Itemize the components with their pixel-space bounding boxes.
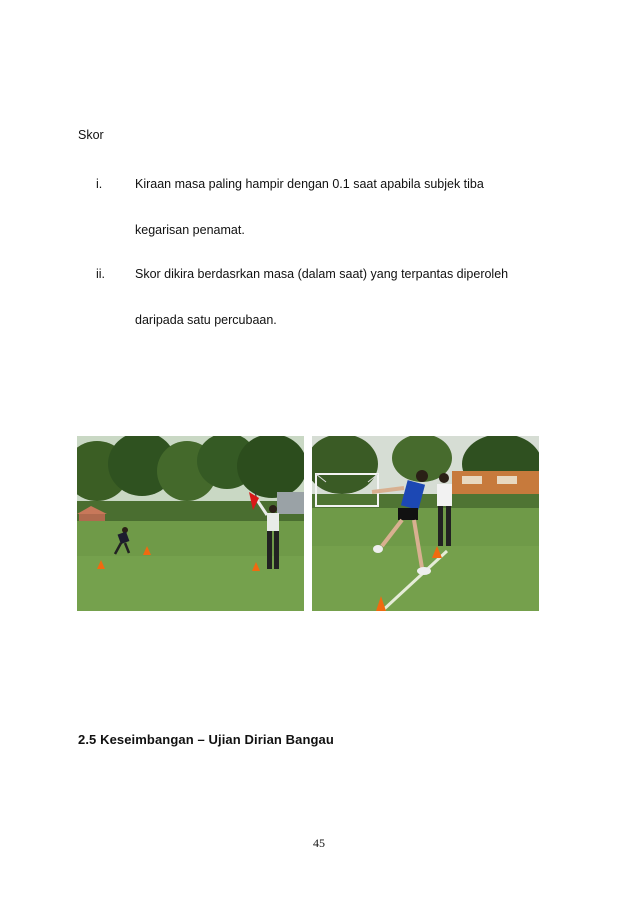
score-item-2-line2: daripada satu percubaan. [135,313,277,327]
section-heading: 2.5 Keseimbangan – Ujian Dirian Bangau [78,732,334,747]
score-item-1-line2: kegarisan penamat. [135,223,245,237]
photo-runner-sprint [312,436,539,611]
score-item-2-line1: Skor dikira berdasrkan masa (dalam saat) yang terpantas diperoleh [135,267,509,281]
score-item-1-number: i. [96,177,103,191]
score-item-2-number: ii. [96,267,106,281]
page-number: 45 [313,836,325,850]
score-section-label: Skor [78,128,104,142]
photo-field-start [77,436,304,611]
score-item-1-line1: Kiraan masa paling hampir dengan 0.1 saat apabila subjek tiba [135,177,484,191]
